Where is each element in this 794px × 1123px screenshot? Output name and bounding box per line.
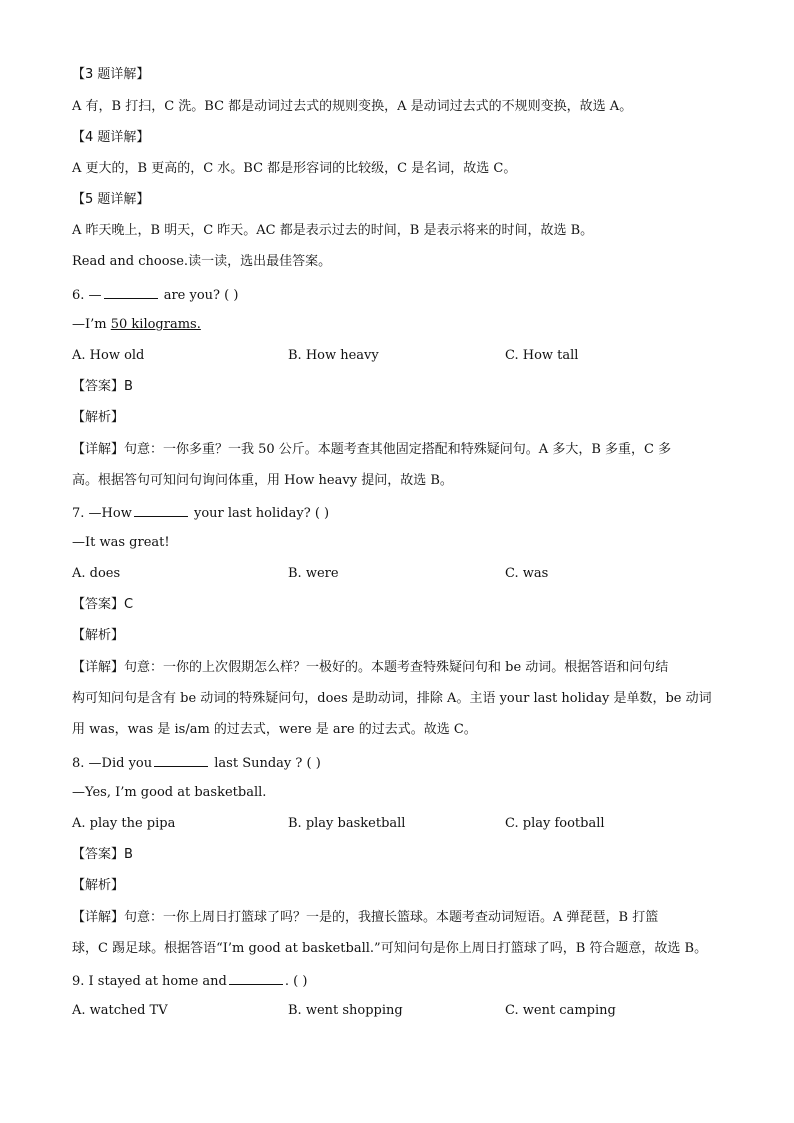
section-4-heading: 【4 题详解】 [72, 130, 150, 145]
q7-option-c: C. was [505, 566, 549, 581]
q9-prefix: 9. I stayed at home and [72, 974, 227, 989]
q8-question [72, 753, 321, 773]
q8-analysis-heading: 【解析】 [72, 878, 125, 893]
q7-reply: —It was great! [72, 535, 170, 550]
q7-question [72, 503, 329, 523]
q9-option-a: A. watched TV [72, 1003, 168, 1018]
q8-answer: 【答案】B [72, 847, 133, 862]
q7-analysis-heading: 【解析】 [72, 628, 125, 643]
q9-blank [229, 971, 283, 985]
q6-question [72, 285, 238, 305]
q8-detail-line-2: 球，C 踢足球。根据答语“I’m good at basketball.”可知问句是你上周日打篮球了吗，B 符合题意，故选 B。 [72, 941, 708, 956]
q6-blank [104, 285, 158, 299]
q8-suffix: last Sunday ? ( ) [214, 756, 321, 771]
q6-reply-prefix: —I’m [72, 317, 111, 332]
q7-detail-line-2: 构可知问句是含有 be 动词的特殊疑问句，does 是助动词，排除 A。主语 your last holiday 是单数，be 动词 [72, 691, 712, 706]
q7-option-b: B. were [288, 566, 339, 581]
q9-question [72, 971, 307, 991]
q6-option-c: C. How tall [505, 348, 579, 363]
q6-suffix: are you? ( ) [163, 288, 239, 303]
q7-detail-line-1: 【详解】句意：一你的上次假期怎么样？一极好的。本题考查特殊疑问句和 be 动词。根据答语和问句结 [72, 660, 669, 675]
section-3-heading: 【3 题详解】 [72, 67, 150, 82]
q8-option-a: A. play the pipa [72, 816, 176, 831]
q7-prefix: 7. —How [72, 506, 132, 521]
section-5-text: A 昨天晚上，B 明天，C 昨天。AC 都是表示过去的时间，B 是表示将来的时间，故选 B。 [72, 223, 594, 238]
q6-answer: 【答案】B [72, 379, 133, 394]
q7-blank [134, 503, 188, 517]
q6-reply-underlined: 50 kilograms. [110, 317, 201, 332]
q7-answer: 【答案】C [72, 597, 134, 612]
q6-reply [72, 316, 201, 334]
q6-option-b: B. How heavy [288, 348, 379, 363]
q7-detail-line-3: 用 was，was 是 is/am 的过去式，were 是 are 的过去式。故选 C。 [72, 722, 477, 737]
q7-option-a: A. does [72, 566, 121, 581]
q8-detail-line-1: 【详解】句意：一你上周日打篮球了吗？一是的，我擅长篮球。本题考查动词短语。A 弹琵琶，B 打篮 [72, 910, 659, 925]
q6-detail-line-1: 【详解】句意：一你多重？一我 50 公斤。本题考查其他固定搭配和特殊疑问句。A 多大，B 多重，C 多 [72, 442, 672, 457]
section-5-heading: 【5 题详解】 [72, 192, 150, 207]
section-title: Read and choose.读一读，选出最佳答案。 [72, 254, 332, 269]
q9-option-b: B. went shopping [288, 1003, 403, 1018]
q8-reply: —Yes, I’m good at basketball. [72, 785, 267, 800]
q6-detail-line-2: 高。根据答句可知问句询问体重，用 How heavy 提问，故选 B。 [72, 473, 453, 488]
section-4-text: A 更大的，B 更高的，C 水。BC 都是形容词的比较级，C 是名词，故选 C。 [72, 161, 517, 176]
q6-option-a: A. How old [72, 348, 145, 363]
q9-option-c: C. went camping [505, 1003, 616, 1018]
q6-prefix: 6. — [72, 288, 102, 303]
q9-suffix: . ( ) [284, 974, 308, 989]
section-3-text: A 有，B 打扫，C 洗。BC 都是动词过去式的规则变换，A 是动词过去式的不规则变换，故选 A。 [72, 99, 633, 114]
q7-suffix: your last holiday? ( ) [193, 506, 330, 521]
q8-prefix: 8. —Did you [72, 756, 153, 771]
q6-analysis-heading: 【解析】 [72, 410, 125, 425]
q8-option-b: B. play basketball [288, 816, 406, 831]
q8-blank [154, 753, 208, 767]
q8-option-c: C. play football [505, 816, 605, 831]
